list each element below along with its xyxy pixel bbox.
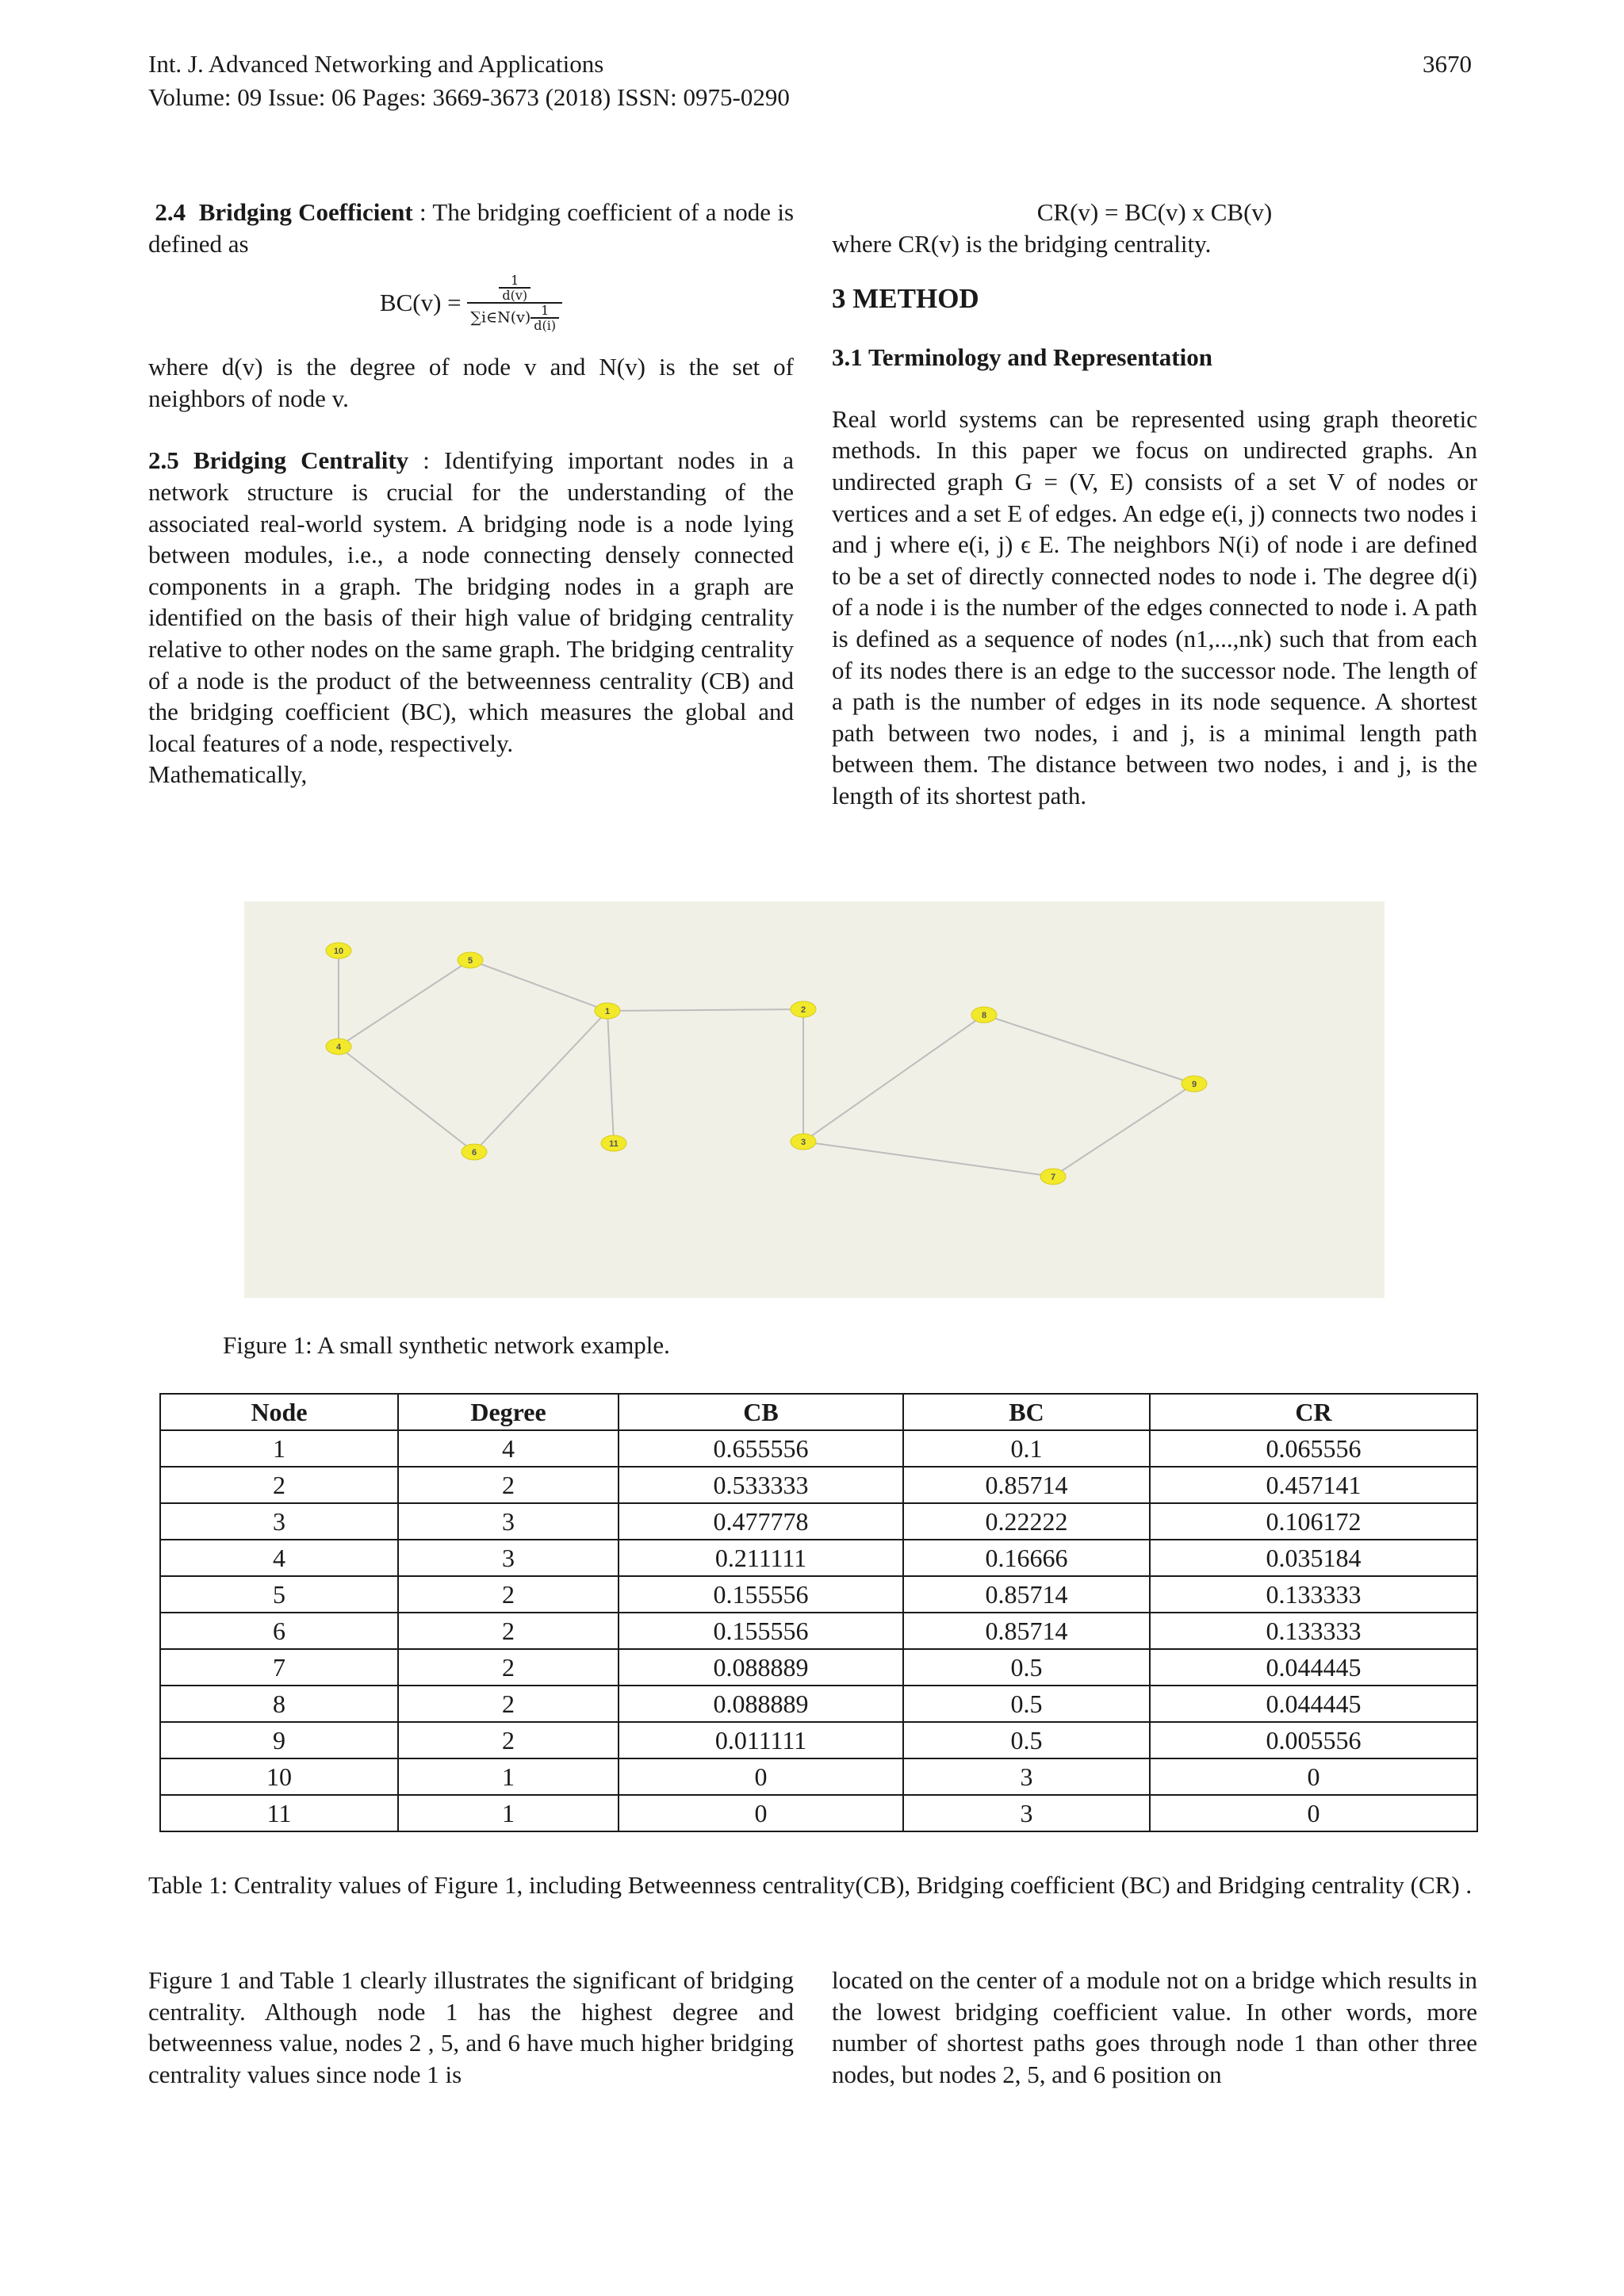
bridging-centrality-note: where CR(v) is the bridging centrality. — [832, 229, 1212, 258]
graph-node — [326, 943, 351, 959]
table-cell: 4 — [398, 1430, 619, 1467]
table-cell: 0.85714 — [903, 1576, 1150, 1613]
table-row — [160, 1430, 1477, 1467]
table-cell: 10 — [160, 1758, 398, 1795]
table-cell: 0.106172 — [1150, 1503, 1477, 1540]
table-cell: 2 — [398, 1649, 619, 1686]
table-row — [160, 1576, 1477, 1613]
table-cell: 2 — [160, 1467, 398, 1503]
section-3-title: 3 METHOD — [832, 283, 979, 315]
edge-6-1 — [474, 1011, 607, 1152]
table-cell: 0.133333 — [1150, 1613, 1477, 1649]
table-row — [160, 1795, 1477, 1831]
table-cell: 0.211111 — [619, 1540, 903, 1576]
table-header-row — [160, 1394, 1477, 1430]
table-cell: 0.533333 — [619, 1467, 903, 1503]
table-cell: 0.16666 — [903, 1540, 1150, 1576]
table-cell: 11 — [160, 1795, 398, 1831]
edge-4-5 — [339, 960, 470, 1047]
edge-8-9 — [984, 1015, 1194, 1084]
section-2-4-paragraph — [148, 197, 794, 259]
graph-node — [971, 1007, 997, 1023]
table-cell: 0 — [1150, 1795, 1477, 1831]
header-node: Node — [160, 1394, 398, 1430]
graph-node — [601, 1135, 626, 1151]
formula-sum: ∑i∈N(v) — [470, 308, 531, 327]
table-cell: 0.457141 — [1150, 1467, 1477, 1503]
table-cell: 7 — [160, 1649, 398, 1686]
table-cell: 0.5 — [903, 1686, 1150, 1722]
formula-num-one: 1 — [511, 273, 519, 289]
table-cell: 0.85714 — [903, 1613, 1150, 1649]
table-row — [160, 1467, 1477, 1503]
formula-den-one: 1 — [541, 303, 550, 319]
table-row — [160, 1686, 1477, 1722]
section-2-4-after-formula: where d(v) is the degree of node v and N(v) is the set of neighbors of node v. — [148, 353, 794, 412]
table-cell: 0.1 — [903, 1430, 1150, 1467]
edge-9-7 — [1053, 1084, 1194, 1177]
graph-node-label: 8 — [981, 1011, 987, 1020]
formula-fraction — [467, 274, 562, 332]
bottom-right-paragraph: located on the center of a module not on a bridge which results in the lowest bridging coefficient value. In other words, more number of shortest paths goes through node 1 than other three nodes, but nodes 2, 5, and 6 position on — [832, 1966, 1477, 2088]
table-cell: 0.088889 — [619, 1649, 903, 1686]
table-cell: 1 — [398, 1758, 619, 1795]
table-cell: 0.005556 — [1150, 1722, 1477, 1758]
formula-num-dv: d(v) — [499, 287, 530, 302]
table-cell: 0.655556 — [619, 1430, 903, 1467]
table-cell: 1 — [160, 1430, 398, 1467]
section-2-4-title: Bridging Coefficient — [198, 198, 413, 226]
table-cell: 6 — [160, 1613, 398, 1649]
graph-node-label: 6 — [471, 1148, 477, 1158]
section-2-4-number: 2.4 — [155, 198, 186, 226]
table-cell: 0 — [619, 1758, 903, 1795]
bridging-centrality-formula: CR(v) = BC(v) x CB(v) — [1036, 198, 1273, 226]
table-cell: 3 — [903, 1795, 1150, 1831]
table-row — [160, 1722, 1477, 1758]
table-cell: 0.065556 — [1150, 1430, 1477, 1467]
header-cr: CR — [1150, 1394, 1477, 1430]
formula-lhs: BC(v) = — [379, 289, 468, 317]
table-cell: 4 — [160, 1540, 398, 1576]
table-row — [160, 1503, 1477, 1540]
table-cell: 2 — [398, 1722, 619, 1758]
table-cell: 5 — [160, 1576, 398, 1613]
graph-nodes — [326, 943, 1207, 1184]
table-row — [160, 1649, 1477, 1686]
bridging-coefficient-formula — [148, 274, 794, 351]
table-cell: 1 — [398, 1795, 619, 1831]
table-cell: 2 — [398, 1613, 619, 1649]
table-cell: 3 — [398, 1503, 619, 1540]
edge-3-8 — [803, 1015, 984, 1142]
edge-4-6 — [339, 1047, 474, 1152]
table-cell: 0.011111 — [619, 1722, 903, 1758]
graph-node — [326, 1039, 351, 1054]
table-cell: 0.22222 — [903, 1503, 1150, 1540]
table-cell: 0.088889 — [619, 1686, 903, 1722]
section-2-4-intro: : The bridging coefficient of a node is defined as — [148, 198, 795, 258]
table-cell: 0.035184 — [1150, 1540, 1477, 1576]
graph-node-label: 7 — [1050, 1173, 1056, 1182]
table-cell: 0.85714 — [903, 1467, 1150, 1503]
table-cell: 0.477778 — [619, 1503, 903, 1540]
table-cell: 0.155556 — [619, 1576, 903, 1613]
table-row — [160, 1758, 1477, 1795]
table-cell: 3 — [160, 1503, 398, 1540]
table-cell: 2 — [398, 1576, 619, 1613]
network-graph — [244, 901, 1385, 1298]
mathematically-text: Mathematically, — [148, 760, 308, 789]
right-column — [832, 197, 1477, 812]
graph-node-label: 2 — [800, 1005, 806, 1015]
table-cell: 3 — [398, 1540, 619, 1576]
table-cell: 0.133333 — [1150, 1576, 1477, 1613]
table-caption: Table 1: Centrality values of Figure 1, including Betweenness centrality(CB), Bridging coefficient (BC) and Bridging centrality (CR) . — [148, 1871, 1473, 1899]
formula-denominator — [530, 304, 559, 332]
table-cell: 0 — [619, 1795, 903, 1831]
graph-node — [791, 1134, 816, 1150]
table-cell: 0.5 — [903, 1649, 1150, 1686]
graph-node — [595, 1003, 620, 1019]
table-cell: 9 — [160, 1722, 398, 1758]
formula-den-di: d(i) — [530, 317, 559, 332]
table-cell: 3 — [903, 1758, 1150, 1795]
page-number: 3670 — [1423, 50, 1472, 78]
graph-node-label: 11 — [609, 1139, 619, 1149]
section-2-5-text: : Identifying important nodes in a network structure is crucial for the understanding of the associated real-world system. A bridging node is a node lying between modules, i.e., a node connecting densely connected components in a graph. The bridging nodes in a graph are identified on the basis of their high value of bridging centrality relative to other nodes on the same graph. The bridging centrality of a node is the product of the betweenness centrality (CB) and the bridging coefficient (BC), which measures the global and local features of a node, respectively. — [148, 446, 794, 757]
graph-node-label: 4 — [335, 1043, 342, 1052]
volume-info: Volume: 09 Issue: 06 Pages: 3669-3673 (2018) ISSN: 0975-0290 — [148, 83, 790, 111]
header-cb: CB — [619, 1394, 903, 1430]
table-cell: 0.5 — [903, 1722, 1150, 1758]
graph-node-label: 9 — [1191, 1080, 1197, 1089]
graph-node — [791, 1001, 816, 1017]
edge-1-2 — [607, 1009, 803, 1011]
edge-5-1 — [470, 960, 607, 1011]
graph-node-label: 1 — [604, 1007, 611, 1016]
left-column — [148, 197, 794, 790]
header-bc: BC — [903, 1394, 1150, 1430]
journal-title: Int. J. Advanced Networking and Applications — [148, 50, 604, 78]
table-cell: 0 — [1150, 1758, 1477, 1795]
graph-node-label: 3 — [800, 1138, 806, 1147]
graph-node — [1182, 1076, 1207, 1092]
bottom-left-paragraph: Figure 1 and Table 1 clearly illustrates the significant of bridging centrality. Although node 1 has the highest degree and betweenness value, nodes 2 , 5, and 6 have much higher bridging centrality values since node 1 is — [148, 1966, 794, 2088]
formula-numerator — [499, 274, 530, 302]
graph-node-label: 10 — [333, 947, 344, 956]
section-2-5-title: 2.5 Bridging Centrality — [148, 446, 409, 475]
table-cell: 0.155556 — [619, 1613, 903, 1649]
centrality-table — [159, 1393, 1478, 1832]
edge-1-11 — [607, 1011, 614, 1143]
section-3-1-title: 3.1 Terminology and Representation — [832, 343, 1212, 372]
table-cell: 2 — [398, 1686, 619, 1722]
table-cell: 2 — [398, 1467, 619, 1503]
table-cell: 8 — [160, 1686, 398, 1722]
table-cell: 0.044445 — [1150, 1686, 1477, 1722]
graph-node-label: 5 — [467, 956, 473, 966]
figure-caption: Figure 1: A small synthetic network example. — [223, 1331, 670, 1359]
graph-node — [1040, 1169, 1066, 1184]
table-row — [160, 1613, 1477, 1649]
graph-node — [458, 952, 483, 968]
graph-node — [462, 1144, 487, 1160]
section-3-1-text: Real world systems can be represented using graph theoretic methods. In this paper we focus on undirected graphs. An undirected graph G = (V, E) consists of a set V of nodes or vertices and a set E of edges. An edge e(i, j) connects two nodes i and j where e(i, j) ϵ E. The neighbors N(i) of node i are defined to be a set of directly connected nodes to node i. The degree d(i) of a node i is the number of the edges connected to node i. A path is defined as a sequence of nodes (n1,...,nk) such that from each of its nodes there is an edge to the successor node. The length of a path is the number of edges in its node sequence. A shortest path between two nodes, i and j, is a minimal length path between them. The distance between two nodes, i and j, is the length of its shortest path. — [832, 404, 1477, 809]
header-degree: Degree — [398, 1394, 619, 1430]
table-cell: 0.044445 — [1150, 1649, 1477, 1686]
table-row — [160, 1540, 1477, 1576]
edge-3-7 — [803, 1142, 1053, 1177]
table-body — [160, 1430, 1477, 1831]
section-2-5-paragraph — [148, 445, 794, 759]
graph-edges — [339, 951, 1194, 1177]
network-figure — [244, 901, 1385, 1298]
